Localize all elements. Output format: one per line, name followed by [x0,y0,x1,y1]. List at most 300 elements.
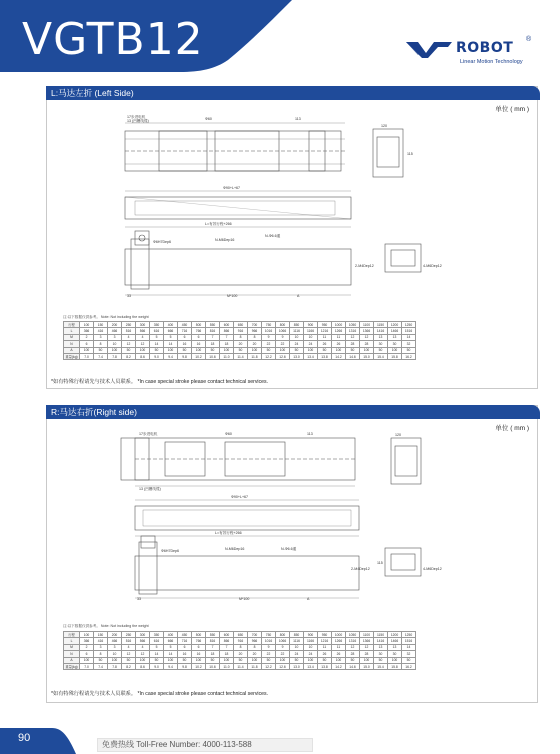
table-cell: 100 [276,657,290,663]
table-cell: 14 [402,644,416,650]
table-cell: 1466 [388,638,402,644]
table-cell: 20 [248,341,262,347]
table-cell: 100 [276,347,290,353]
table-cell: 30 [388,341,402,347]
table-cell: 866 [220,638,234,644]
table-cell: 4 [122,334,136,340]
row-header-cell: L [64,638,80,644]
table-cell: 2 [80,334,94,340]
table-cell: 100 [164,657,178,663]
table-row [64,663,416,669]
table-cell: 1150 [374,322,388,328]
table-cell: 8 [234,644,248,650]
table-cell: 850 [290,322,304,328]
table-cell: 50 [262,657,276,663]
table-cell: 18 [206,651,220,657]
table-cell: 8.6 [136,353,150,359]
table-cell: 150 [94,632,108,638]
table-cell: 350 [150,632,164,638]
table-cell: 13 [388,334,402,340]
dim-pitch: M*100 [239,597,250,601]
table-cell: 32 [402,341,416,347]
table-cell: 4 [122,644,136,650]
table-cell: 32 [402,651,416,657]
dim-overall: Φ90+L+67 [223,186,241,190]
table-cell: 100 [108,657,122,663]
table-cell: 14 [164,341,178,347]
table-cell: 500 [192,322,206,328]
table-cell: 22 [262,341,276,347]
table-cell: 550 [206,322,220,328]
left-technical-drawing [55,109,531,309]
table-cell: 100 [388,657,402,663]
table-cell: 24 [304,651,318,657]
table-cell: 600 [220,322,234,328]
right-note: *如有特殊行程请先与技术人员联系。 *In case special stroke please contact technical services. [51,691,269,697]
dim-right: 113 [307,432,313,436]
table-cell: 50 [234,657,248,663]
table-cell: 1316 [346,638,360,644]
table-cell: 100 [80,632,94,638]
table-cell: 11 [318,644,332,650]
table-cell: 28 [360,341,374,347]
table-cell: 866 [220,328,234,334]
table-cell: 11.8 [248,353,262,359]
dim-wiring: 13 (凹槽线缆) [127,119,149,123]
table-cell: 400 [164,322,178,328]
table-cell: 13.8 [318,353,332,359]
table-cell: 450 [178,632,192,638]
table-cell: 300 [136,632,150,638]
table-cell: 15.0 [360,353,374,359]
table-cell: 16.2 [402,353,416,359]
table-cell: 26 [318,341,332,347]
table-cell: 1216 [318,328,332,334]
table-cell: 6 [80,651,94,657]
unit-label: 单位 ( mm ) [495,106,529,113]
table-cell: 916 [234,638,248,644]
table-cell: 250 [122,632,136,638]
table-cell: 650 [234,322,248,328]
table-cell: 7.4 [94,663,108,669]
table-cell: 1216 [318,638,332,644]
hotline: 免费热线 Toll-Free Number: 4000-113-588 [97,738,313,752]
dim-a: A [307,597,310,601]
table-cell: 950 [318,632,332,638]
table-cell: 816 [206,328,220,334]
table-cell: 1166 [304,328,318,334]
dim-tap-hole: Φ6H7Dep6 [153,240,172,244]
table-cell: 50 [234,347,248,353]
table-cell: 18 [220,651,234,657]
table-cell: 11.4 [234,663,248,669]
table-cell: 9 [262,644,276,650]
table-cell: 9 [276,644,290,650]
table-cell: 11 [318,334,332,340]
table-cell: 9.8 [178,663,192,669]
table-cell: 100 [108,347,122,353]
table-cell: 3 [94,334,108,340]
table-cell: 416 [94,638,108,644]
table-cell: 450 [178,322,192,328]
table-cell: 1200 [388,322,402,328]
table-cell: 16 [178,341,192,347]
table-cell: 966 [248,328,262,334]
table-cell: 11.4 [234,353,248,359]
row-header-cell: L [64,328,80,334]
table-cell: 2 [80,644,94,650]
table-cell: 1416 [374,638,388,644]
table-cell: 6 [192,644,206,650]
table-cell: 1266 [332,328,346,334]
table-cell: 8 [94,651,108,657]
model-title: VGTB12 [22,14,204,65]
table-cell: 8 [234,334,248,340]
table-cell: 26 [332,341,346,347]
table-cell: 50 [346,657,360,663]
table-cell: 50 [374,347,388,353]
table-cell: 300 [136,322,150,328]
dim-a: A [297,294,300,298]
table-cell: 700 [248,322,262,328]
table-cell: 10 [304,644,318,650]
table-cell: 20 [248,651,262,657]
table-cell: 366 [80,328,94,334]
table-cell: 12 [122,341,136,347]
table-cell: 50 [122,657,136,663]
dim-width: 120 [395,433,401,437]
table-cell: 5 [164,644,178,650]
table-cell: 516 [122,328,136,334]
table-cell: 50 [206,657,220,663]
table-cell: 50 [402,657,416,663]
table-cell: 10.2 [192,353,206,359]
table-cell: 28 [346,341,360,347]
table-cell: 12 [360,334,374,340]
table-cell: 900 [304,322,318,328]
table-cell: 7.4 [94,353,108,359]
table-cell: 350 [150,322,164,328]
dim-pin-holes: N-Φ6.6通 [281,547,297,551]
dim-tap-hole: Φ6H7Dep6 [161,549,180,553]
table-cell: 15.0 [360,663,374,669]
dim-edge: 33 [127,294,131,298]
table-cell: 3 [94,644,108,650]
table-cell: 466 [108,638,122,644]
table-cell: 13.4 [304,663,318,669]
left-spec-table [63,321,416,360]
table-cell: 13 [374,334,388,340]
table-cell: 30 [388,651,402,657]
table-cell: 10 [290,644,304,650]
dim-stroke-length: L=有效行程+266 [215,531,242,535]
table-cell: 13.0 [290,663,304,669]
table-cell: 9 [276,334,290,340]
table-cell: 10.6 [206,353,220,359]
table-cell: 716 [178,328,192,334]
row-header-cell: M [64,644,80,650]
table-cell: 1250 [402,322,416,328]
table-cell: 8 [248,644,262,650]
table-cell: 12 [136,341,150,347]
table-cell: 616 [150,328,164,334]
left-note: *如有特殊行程请先与技术人员联系。 *In case special stroke please contact technical services. [51,379,269,385]
table-cell: 100 [360,347,374,353]
table-cell: 20 [234,341,248,347]
table-cell: 14 [150,341,164,347]
right-spec-table [63,631,416,670]
table-cell: 50 [94,657,108,663]
table-cell: 4 [136,334,150,340]
table-cell: 1316 [346,328,360,334]
table-cell: 10.6 [206,663,220,669]
table-cell: 5 [150,334,164,340]
table-cell: 11.8 [248,663,262,669]
dim-center: Φ60 [225,432,232,436]
table-cell: 12 [346,644,360,650]
table-cell: 1266 [332,638,346,644]
table-cell: 750 [262,322,276,328]
table-cell: 12.6 [276,663,290,669]
table-cell: 4 [136,644,150,650]
table-cell: 8.2 [122,353,136,359]
dim-screw-holes: N-M6Dep16 [215,238,235,242]
left-side-drawing [55,109,531,314]
right-side-title: R:马达右折(Right side) [46,405,540,419]
table-cell: 50 [402,347,416,353]
table-cell: 650 [234,632,248,638]
table-cell: 50 [94,347,108,353]
table-cell: 1166 [304,638,318,644]
table-cell: 916 [234,328,248,334]
table-cell: 7 [220,644,234,650]
table-cell: 9.0 [150,663,164,669]
table-cell: 15.8 [388,663,402,669]
table-cell: 1116 [290,328,304,334]
table-cell: 50 [318,347,332,353]
table-cell: 12.2 [262,353,276,359]
table-cell: 50 [150,347,164,353]
table-cell: 100 [220,657,234,663]
dim-pitch: M*100 [227,294,238,298]
table-cell: 100 [192,347,206,353]
table-cell: 13.8 [318,663,332,669]
table-cell: 14.2 [332,353,346,359]
table-cell: 8 [94,341,108,347]
table-cell: 9.4 [164,353,178,359]
row-header-cell: A [64,657,80,663]
table-cell: 100 [248,657,262,663]
brand-logo [404,38,534,68]
table-cell: 1200 [388,632,402,638]
dim-screw-holes: N-M6Dep16 [225,547,245,551]
table-cell: 966 [248,638,262,644]
table-cell: 50 [318,657,332,663]
table-cell: 1050 [346,632,360,638]
table-cell: 9.0 [150,353,164,359]
left-side-title: L:马达左折 (Left Side) [46,86,540,100]
table-cell: 200 [108,632,122,638]
table-cell: 9.4 [164,663,178,669]
table-cell: 200 [108,322,122,328]
table-cell: 13.4 [304,353,318,359]
table-cell: 7.0 [80,353,94,359]
dim-height: 115 [407,152,413,156]
table-cell: 1416 [374,328,388,334]
table-cell: 12 [346,334,360,340]
logo-subtitle: Linear Motion Technology [460,59,523,65]
table-cell: 50 [178,657,192,663]
table-cell: 8.6 [136,663,150,669]
table-cell: 28 [346,651,360,657]
table-cell: 766 [192,328,206,334]
table-cell: 1066 [276,328,290,334]
table-cell: 666 [164,638,178,644]
table-cell: 50 [346,347,360,353]
right-side-section [46,405,538,703]
table-cell: 12.2 [262,663,276,669]
table-cell: 100 [136,657,150,663]
table-cell: 3 [108,334,122,340]
table-cell: 950 [318,322,332,328]
dim-width: 120 [381,124,387,128]
table-cell: 22 [262,651,276,657]
table-cell: 50 [150,657,164,663]
row-header-cell: N [64,651,80,657]
table-cell: 11.0 [220,353,234,359]
right-technical-drawing [55,428,531,628]
table-cell: 566 [136,638,150,644]
table-cell: 5 [164,334,178,340]
table-cell: 850 [290,632,304,638]
table-cell: 150 [94,322,108,328]
table-cell: 8.2 [122,663,136,669]
table-cell: 50 [122,347,136,353]
table-cell: 466 [108,328,122,334]
unit-label: 单位 ( mm ) [495,425,529,432]
row-header-cell: 行程 [64,322,80,328]
table-cell: 10.2 [192,663,206,669]
table-cell: 550 [206,632,220,638]
table-cell: 100 [192,657,206,663]
table-cell: 50 [178,347,192,353]
logo-mark-icon [404,38,454,60]
table-cell: 50 [374,657,388,663]
row-header-cell: 重量(kg) [65,355,78,360]
table-cell: 15.4 [374,663,388,669]
table-cell: 6 [178,644,192,650]
row-header-cell: M [64,334,80,340]
table-cell: 10 [290,334,304,340]
table-cell: 100 [164,347,178,353]
table-row [64,353,416,359]
table-cell: 100 [304,657,318,663]
table-cell: 12.6 [276,353,290,359]
table-cell: 10 [108,341,122,347]
table-cell: 11 [332,644,346,650]
row-header-cell: N [64,341,80,347]
table-cell: 16 [178,651,192,657]
table-cell: 28 [360,651,374,657]
table-cell: 12 [360,644,374,650]
table-cell: 900 [304,632,318,638]
table-cell: 13.0 [290,353,304,359]
table-cell: 13 [388,644,402,650]
table-cell: 1050 [346,322,360,328]
table-cell: 1366 [360,328,374,334]
table-cell: 700 [248,632,262,638]
table-cell: 9 [262,334,276,340]
table-cell: 6 [80,341,94,347]
table-cell: 24 [304,341,318,347]
table-cell: 1066 [276,638,290,644]
table-cell: 26 [332,651,346,657]
table-cell: 100 [248,347,262,353]
table-cell: 366 [80,638,94,644]
table-cell: 716 [178,638,192,644]
dim-edge: 33 [137,597,141,601]
logo-registered-mark: ® [526,36,532,43]
table-cell: 22 [276,341,290,347]
table-cell: 7.0 [80,663,94,669]
dim-wiring: 13 (凹槽线缆) [139,487,161,491]
table-cell: 100 [360,657,374,663]
table-cell: 1000 [332,632,346,638]
table-cell: 20 [234,651,248,657]
table-cell: 14 [164,651,178,657]
table-cell: 8 [248,334,262,340]
table-cell: 11.0 [220,663,234,669]
table-cell: 1366 [360,638,374,644]
table-cell: 100 [80,322,94,328]
dim-side-holes: 4-M6Dep12 [423,567,442,571]
table-cell: 1466 [388,328,402,334]
table-cell: 100 [220,347,234,353]
table-cell: 1516 [402,638,416,644]
dim-pin-holes: N-Φ6.6通 [265,234,281,238]
table-cell: 9.8 [178,353,192,359]
dim-stroke-length: L=有效行程+266 [205,222,232,226]
table-cell: 516 [122,638,136,644]
table-cell: 7 [220,334,234,340]
page-number: 90 [18,732,31,744]
table-cell: 14 [150,651,164,657]
table-cell: 566 [136,328,150,334]
table-cell: 7.8 [108,353,122,359]
table-cell: 15.8 [388,353,402,359]
table-cell: 1516 [402,328,416,334]
table-cell: 50 [206,347,220,353]
table-cell: 30 [374,651,388,657]
dim-height: 115 [377,561,383,565]
table-cell: 1000 [332,322,346,328]
table-cell: 100 [332,657,346,663]
table-cell: 1016 [262,638,276,644]
table-cell: 12 [122,651,136,657]
row-header-cell: 行程 [64,632,80,638]
table-cell: 100 [332,347,346,353]
table-cell: 14.6 [346,353,360,359]
dim-right: 113 [295,117,301,121]
table-cell: 800 [276,322,290,328]
logo-text: ROBOT [456,40,514,56]
dim-center: Φ60 [205,117,212,121]
table-cell: 1150 [374,632,388,638]
table-cell: 616 [150,638,164,644]
table-cell: 1016 [262,328,276,334]
table-cell: 14.2 [332,663,346,669]
table-cell: 18 [206,341,220,347]
